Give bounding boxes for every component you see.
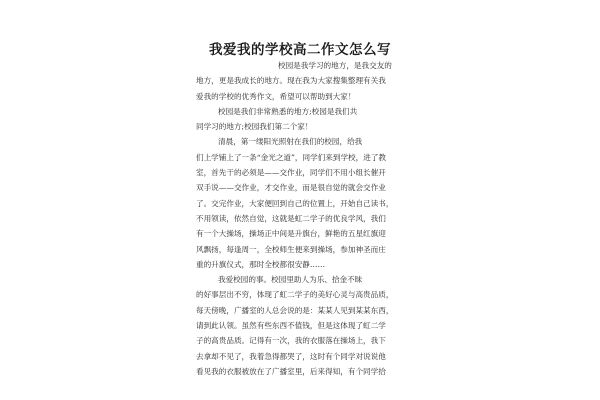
text-line: 我爱校园的事。校园里助人为乐、拾金不昧 [218, 275, 363, 285]
text-line: 去拿却不见了，我着急得都哭了，这时有个同学对说说他 [196, 351, 386, 361]
document-body [196, 58, 418, 379]
text-line: 不用领读，依然自觉，这就是虹二学子的优良学风，我们 [196, 213, 386, 223]
text-line: 双手说——交作业，才交作业，而是很自觉的就会交作业 [196, 183, 386, 193]
paragraph-1 [196, 58, 418, 104]
text-line: 室，首先干的必须是——交作业，同学们不用小组长催开 [196, 168, 386, 178]
text-line: 同学习的地方;校园我们第二个家！ [196, 122, 313, 132]
text-line: 有一个大操场，操场正中间是升旗台，鲜艳的五星红旗迎 [196, 229, 386, 239]
text-line: 清晨，第一缕阳光照射在我们的校园，给我 [218, 137, 363, 147]
paragraph-2 [196, 104, 418, 135]
text-line: 校园是我学习的地方，是我交友的 [278, 61, 392, 70]
text-line: 每天傍晚，广播室的人总会说的是：某某人见到某某东西， [196, 305, 394, 315]
text-line: 了。交完作业，大家便回到自己的位置上，开始自己读书， [196, 198, 394, 208]
text-line: 请到此认领。虽然有些东西不值钱，但是这体现了虹二学 [196, 321, 386, 331]
text-line: 看见我的衣服被放在了广播室里，后来得知，有个同学拾 [196, 366, 386, 376]
text-line: 们上学铺上了一条“金光之道”，同学们来到学校，进了教 [196, 152, 387, 162]
text-line: 重的升旗仪式，那时全校都很安静…… [196, 259, 326, 269]
text-line: 的好事层出不穷，体现了虹二学子的美好心灵与高贵品质， [196, 290, 394, 300]
text-line: 爱我的学校的优秀作文，希望可以帮助到大家！ [196, 91, 356, 101]
document-title: 我爱我的学校高二作文怎么写 [209, 42, 391, 58]
text-line: 校园是我们非常熟悉的地方;校园是我们共 [218, 106, 358, 116]
text-line: 子的高贵品质。记得有一次，我的衣服落在操场上，我下 [196, 336, 386, 346]
text-line: 地方，更是我成长的地方。现在我为大家搜集整理有关我 [196, 76, 386, 86]
paragraph-4 [196, 272, 418, 379]
paragraph-3 [196, 134, 418, 272]
text-line: 风飘扬，每逢周一，全校师生便来到操场，参加神圣而庄 [196, 244, 386, 254]
